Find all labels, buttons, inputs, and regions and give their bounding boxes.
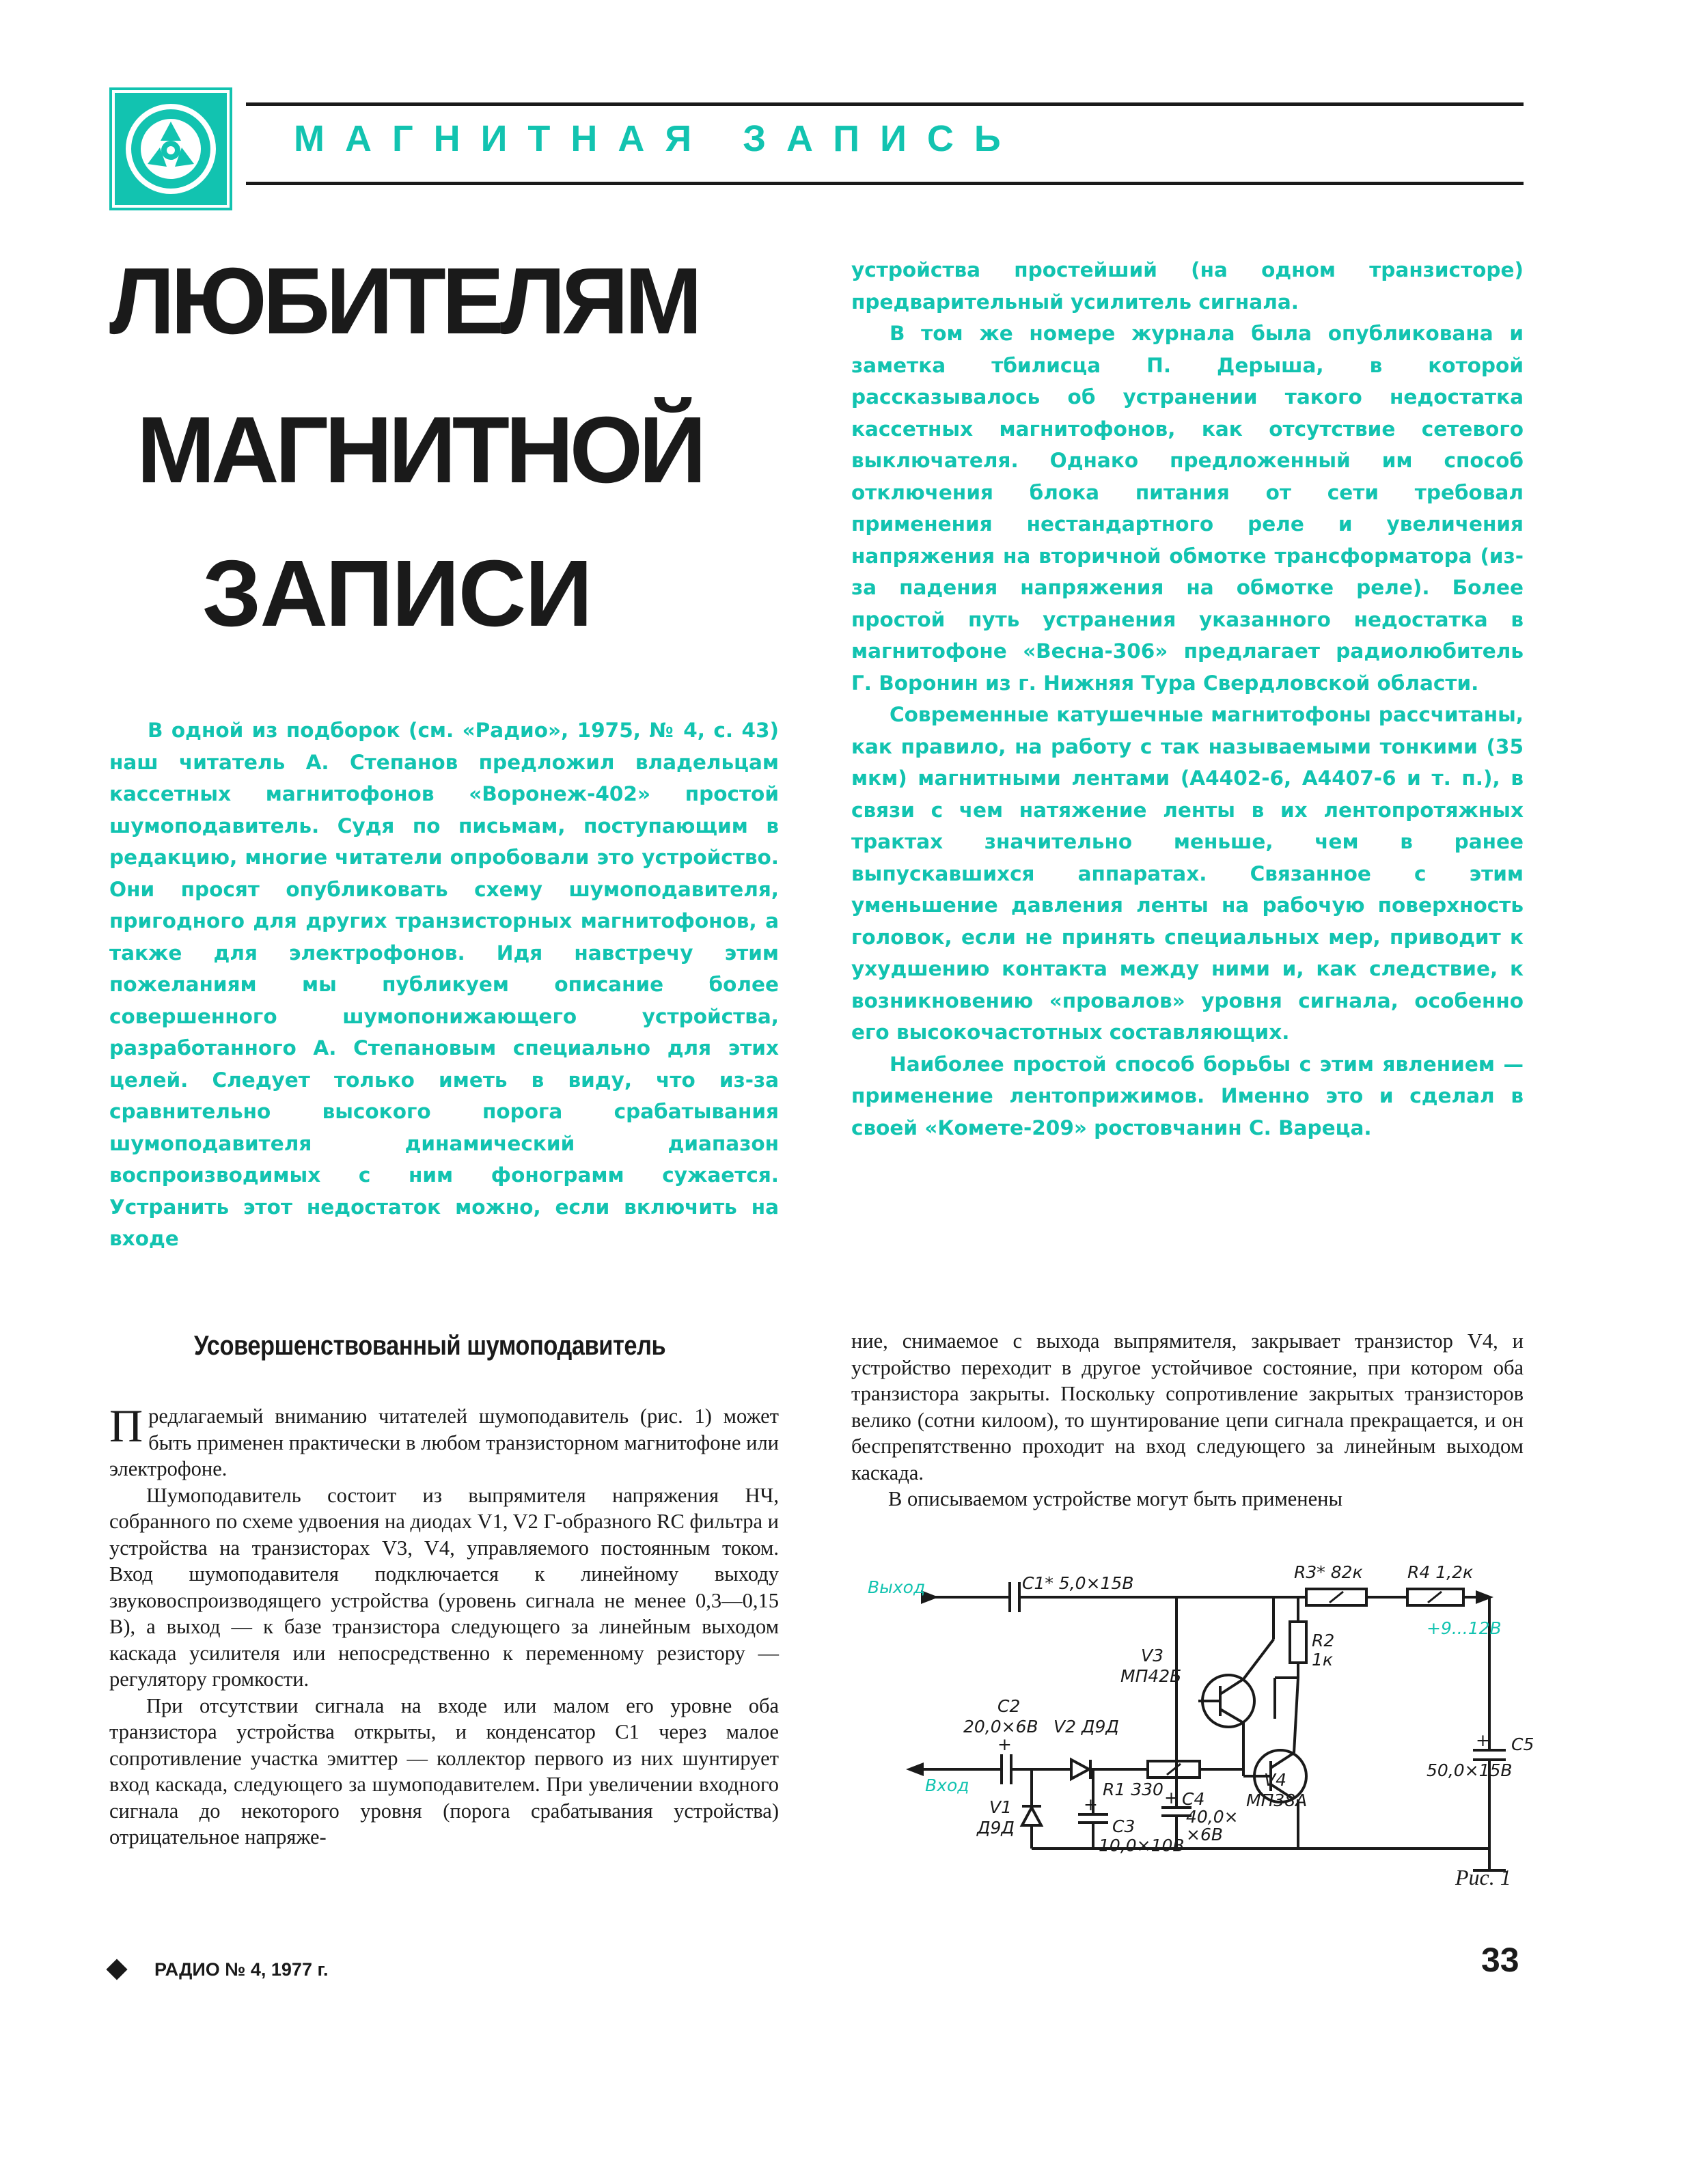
article-paragraph-5: В описываемом устройстве могут быть применены [888, 1487, 1342, 1510]
circuit-schematic [861, 1551, 1534, 1865]
schematic-v2-label: V2 Д9Д [1053, 1717, 1119, 1737]
schematic-c4-value-1: 40,0× [1186, 1807, 1239, 1827]
schematic-v1-type: Д9Д [977, 1818, 1015, 1838]
reel-logo-icon [109, 87, 232, 210]
schematic-r3-label: R3* 82к [1294, 1562, 1363, 1582]
article-subheading: Усовершенствованный шумоподавитель [194, 1331, 666, 1361]
schematic-v3-type: МП42Б [1120, 1666, 1182, 1686]
schematic-c5-name: C5 [1511, 1734, 1534, 1754]
schematic-c1-label: C1* 5,0×15В [1022, 1573, 1134, 1593]
intro-paragraph-1: В одной из подборок (см. «Радио», 1975, № 4, с. 43) наш читатель А. Степанов предложил владельцам кассетных магнитофонов «Воронеж-402» простой шумоподавитель. Судя по письмам, поступающим в редакцию, многие читатели опробовали это устройство. Они просят опубликовать схему шумоподавителя, пригодного для других транзисторных магнитофонов, а также для электрофонов. Идя навстречу этим пожеланиям мы публикуем описание более совершенного шумопонижающего устройства, разработанного А. Степановым специально для этих целей. Следует только иметь в виду, что из-за сравнительно высокого порога срабатывания шумоподавителя динамический диапазон воспроизводимых с ним фонограмм сужается. Устранить этот недостаток можно, если включить на входе [109, 719, 779, 1250]
schematic-c4-value-2: ×6В [1186, 1825, 1224, 1844]
schematic-v4-name: V4 [1264, 1770, 1287, 1790]
title-line-1: ЛЮБИТЕЛЯМ [109, 249, 699, 354]
schematic-c3-plus: + [1084, 1795, 1098, 1814]
schematic-r2-value: 1к [1312, 1650, 1334, 1670]
schematic-c3-value: 10,0×10В [1099, 1836, 1185, 1855]
article-right-column [851, 1328, 1524, 1512]
article-paragraph-4: ние, снимаемое с выхода выпрямителя, закрывает транзистор V4, и устройство переходит в другое устойчивое состояние, при котором оба транзистора закрыты. Поскольку сопротивление закрытых транзисторов велико (сотни килоом), то шунтирование цепи сигнала прекращается, и он беспрепятственно проходит на вход следующего за линейным выходом каскада. [851, 1329, 1524, 1484]
article-paragraph-2: Шумоподавитель состоит из выпрямителя напряжения НЧ, собранного по схеме удвоения на диодах V1, V2 Г-образного RC фильтра и устройства на транзисторах V3, V4, управляемого постоянным током. Вход шумоподавителя подключается к линейному выходу звуковоспроизводящего устройства (уровень сигнала не менее 0,3—0,15 В), а выход — к базе транзистора следующего за линейным выходом каскада усилителя или непосредственно к переменному резистору — регулятору громкости. [109, 1483, 779, 1691]
schematic-v3-name: V3 [1141, 1646, 1164, 1665]
header-rule-top [246, 102, 1524, 106]
page-number: 33 [1481, 1941, 1519, 1979]
intro-paragraph-2: В том же номере журнала была опубликована и заметка тбилисца П. Дерыша, в которой рассказывалось об устранении такого недостатка кассетных магнитофонов, как отсутствие сетевого выключателя. Однако предложенный им способ отключения блока питания от сети требовал применения нестандартного реле и увеличения напряжения на вторичной обмотке трансформатора (из-за падения напряжения на обмотке реле). Более простой путь устранения указанного недостатка в магнитофоне «Весна-306» предлагает радиолюбитель Г. Воронин из г. Нижняя Тура Свердловской области. [851, 322, 1524, 695]
article-paragraph-1-text: редлагаемый вниманию читателей шумоподавитель (рис. 1) может быть применен практически в любом транзисторном магнитофоне или электрофоне. [109, 1405, 779, 1480]
schematic-c5-plus: + [1476, 1730, 1490, 1750]
footer-journal-info: РАДИО № 4, 1977 г. [154, 1959, 329, 1980]
drop-cap: П [109, 1400, 143, 1452]
article-paragraph-3: При отсутствии сигнала на входе или малом его уровне оба транзистора устройства открыты, и конденсатор C1 через малое сопротивление участка эмиттер — коллектор первого из них шунтирует вход каскада, следующего за шумоподавителем. При увеличении входного сигнала до некоторого уровня (порога срабатывания устройства) отрицательное напряже- [109, 1693, 779, 1849]
intro-paragraph-3: Современные катушечные магнитофоны рассчитаны, как правило, на работу с так называемыми тонкими (35 мкм) магнитными лентами (А4402-6, А4407-6 и т. п.), в связи с чем натяжение ленты в их лентопротяжных трактах значительно меньше, чем в ранее выпускавшихся аппаратах. Связанное с этим уменьшение давления ленты на рабочую поверхность головок, если не принять специальных мер, приводит к ухудшению контакта между ними и, как следствие, к возникновению «провалов» уровня сигнала, особенно его высокочастотных составляющих. [851, 703, 1524, 1044]
article-left-column [109, 1400, 779, 1851]
article-paragraph-1 [109, 1400, 779, 1482]
schematic-c2-plus: + [997, 1734, 1012, 1754]
schematic-c5-value: 50,0×15В [1427, 1760, 1513, 1780]
schematic-c4-name: C4 [1182, 1789, 1205, 1809]
section-title: МАГНИТНАЯ ЗАПИСЬ [294, 118, 1021, 159]
intro-paragraph-4: Наиболее простой способ борьбы с этим явлением — применение лентоприжимов. Именно это и сделал в своей «Комете-209» ростовчанин С. Вареца. [851, 1052, 1524, 1139]
schematic-r1-label: R1 330 [1103, 1780, 1163, 1799]
title-line-2: МАГНИТНОЙ [137, 398, 703, 503]
schematic-c3-name: C3 [1112, 1816, 1135, 1836]
schematic-r4-label: R4 1,2к [1407, 1562, 1474, 1582]
schematic-supply-label: +9...12В [1427, 1618, 1502, 1638]
schematic-r2-name: R2 [1312, 1631, 1335, 1650]
intro-right-column [851, 254, 1524, 1144]
schematic-v4-type: МП38А [1246, 1790, 1308, 1810]
intro-continuation: устройства простейший (на одном транзисторе) предварительный усилитель сигнала. [851, 258, 1524, 314]
schematic-input-label: Вход [925, 1775, 969, 1795]
schematic-output-label: Выход [868, 1577, 926, 1597]
title-line-3: ЗАПИСИ [202, 541, 592, 646]
intro-left-column [109, 715, 779, 1255]
schematic-v1-name: V1 [989, 1797, 1013, 1817]
figure-caption: Рис. 1 [1455, 1865, 1511, 1890]
schematic-c4-plus: + [1164, 1788, 1179, 1808]
footer-diamond-icon [106, 1959, 127, 1980]
header-rule-bottom [246, 182, 1524, 185]
schematic-c2-name: C2 [997, 1696, 1021, 1716]
schematic-c2-value: 20,0×6В [963, 1717, 1038, 1737]
